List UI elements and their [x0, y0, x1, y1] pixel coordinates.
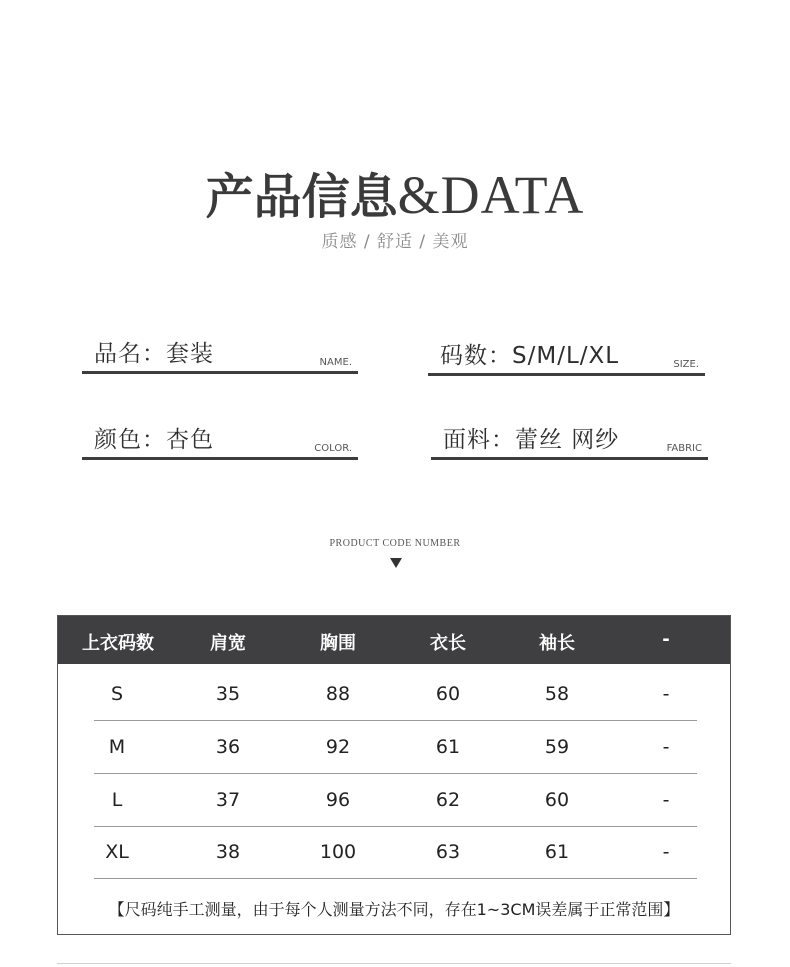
table-cell: M — [108, 736, 126, 758]
table-cell: 63 — [435, 841, 461, 863]
table-cell: 36 — [215, 736, 241, 758]
table-cell: 38 — [215, 841, 241, 863]
field-name-label: 品名：套装 — [94, 341, 214, 367]
field-fabric — [431, 415, 708, 460]
triangle-down-icon — [390, 558, 402, 568]
field-color-tag: COLOR. — [314, 443, 352, 454]
table-header — [58, 616, 730, 664]
table-row — [94, 774, 697, 827]
divider — [57, 963, 731, 964]
field-size — [428, 331, 705, 376]
header-cell: 衣长 — [430, 633, 466, 654]
product-code-label: PRODUCT CODE NUMBER — [329, 538, 461, 549]
field-fabric-tag: FABRIC — [666, 443, 702, 454]
table-row — [94, 668, 697, 721]
header-cell: 袖长 — [539, 633, 575, 654]
table-cell: 88 — [325, 683, 351, 705]
field-size-label: 码数：S/M/L/XL — [440, 343, 620, 369]
header-cell: 上衣码数 — [82, 633, 154, 654]
field-size-tag: SIZE. — [673, 359, 699, 370]
table-row — [94, 826, 697, 879]
measurement-note: 【尺码纯手工测量，由于每个人测量方法不同，存在1~3CM误差属于正常范围】 — [108, 900, 680, 919]
field-name — [82, 329, 358, 374]
header-cell: - — [662, 629, 670, 650]
field-color-label: 颜色：杏色 — [94, 427, 214, 453]
size-table — [57, 615, 731, 935]
table-cell: L — [111, 789, 123, 811]
table-cell: 60 — [544, 789, 570, 811]
table-cell: 35 — [215, 683, 241, 705]
page-title — [0, 158, 790, 227]
table-cell: 61 — [435, 736, 461, 758]
title-chinese: 产品信息 — [205, 169, 398, 225]
table-cell: 60 — [435, 683, 461, 705]
table-cell: 96 — [325, 789, 351, 811]
table-cell: 58 — [544, 683, 570, 705]
table-cell: 37 — [215, 789, 241, 811]
field-fabric-label: 面料：蕾丝 网纱 — [443, 427, 620, 453]
table-cell: 92 — [325, 736, 351, 758]
table-cell: 61 — [544, 841, 570, 863]
table-cell: S — [110, 683, 124, 705]
table-cell: 62 — [435, 789, 461, 811]
table-row — [94, 721, 697, 774]
table-cell: - — [662, 789, 670, 811]
table-cell: - — [662, 683, 670, 705]
page-subtitle: 质感 / 舒适 / 美观 — [321, 232, 469, 252]
table-cell: - — [662, 736, 670, 758]
table-cell: 59 — [544, 736, 570, 758]
field-color — [82, 415, 358, 460]
table-cell: - — [662, 841, 670, 863]
header-cell: 肩宽 — [210, 633, 246, 654]
header-cell: 胸围 — [320, 633, 356, 654]
table-cell: XL — [105, 841, 129, 863]
table-cell: 100 — [319, 841, 357, 863]
title-english: &DATA — [397, 165, 585, 225]
field-name-tag: NAME. — [319, 357, 352, 368]
